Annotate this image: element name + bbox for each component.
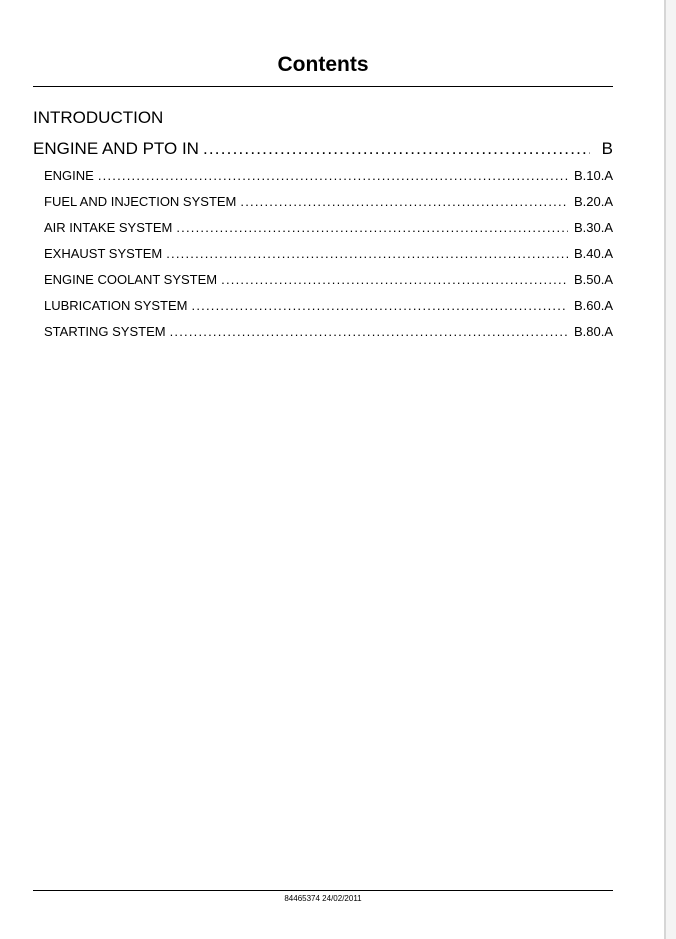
toc-entry-page: B.50.A: [573, 272, 613, 287]
toc-section-page: B: [601, 139, 613, 158]
toc-entry-page: B.10.A: [573, 168, 613, 183]
toc-entry-engine-coolant-system[interactable]: [44, 271, 613, 289]
page-title: Contents: [277, 53, 369, 76]
toc-entry-starting-system[interactable]: [44, 323, 613, 341]
toc-entry-label: STARTING SYSTEM: [44, 324, 166, 339]
toc-section-label: ENGINE AND PTO IN: [33, 139, 199, 158]
toc-leader-dots: [176, 219, 568, 237]
page-edge-shadow: [666, 0, 676, 939]
toc-entry-page: B.80.A: [573, 324, 613, 339]
toc-introduction-link[interactable]: INTRODUCTION: [33, 108, 164, 127]
toc-entry-exhaust-system[interactable]: [44, 245, 613, 263]
toc-entry-label: ENGINE: [44, 168, 94, 183]
toc-leader-dots: [240, 193, 568, 211]
footer-divider: [33, 890, 613, 891]
toc-entry-lubrication-system[interactable]: [44, 297, 613, 315]
toc-entry-label: FUEL AND INJECTION SYSTEM: [44, 194, 237, 209]
toc-leader-dots: [98, 167, 568, 185]
title-divider: [33, 86, 613, 87]
toc-entry-fuel-and-injection-system[interactable]: [44, 193, 613, 211]
toc-leader-dots: [192, 297, 568, 315]
toc-leader-dots: [166, 245, 568, 263]
toc-section-engine-and-pto[interactable]: [33, 138, 613, 160]
toc-entry-page: B.40.A: [573, 246, 613, 261]
toc-entry-air-intake-system[interactable]: [44, 219, 613, 237]
toc-entry-page: B.20.A: [573, 194, 613, 209]
toc-entry-page: B.60.A: [573, 298, 613, 313]
toc-entry-label: ENGINE COOLANT SYSTEM: [44, 272, 218, 287]
toc-leader-dots: [221, 271, 568, 289]
toc-entry-page: B.30.A: [573, 220, 613, 235]
toc-entry-label: AIR INTAKE SYSTEM: [44, 220, 173, 235]
toc-entry-engine[interactable]: [44, 167, 613, 185]
toc-leader-dots: [203, 138, 590, 160]
toc-entry-label: EXHAUST SYSTEM: [44, 246, 163, 261]
toc-entry-label: LUBRICATION SYSTEM: [44, 298, 188, 313]
toc-leader-dots: [170, 323, 568, 341]
footer-document-number: 84465374 24/02/2011: [284, 894, 362, 903]
